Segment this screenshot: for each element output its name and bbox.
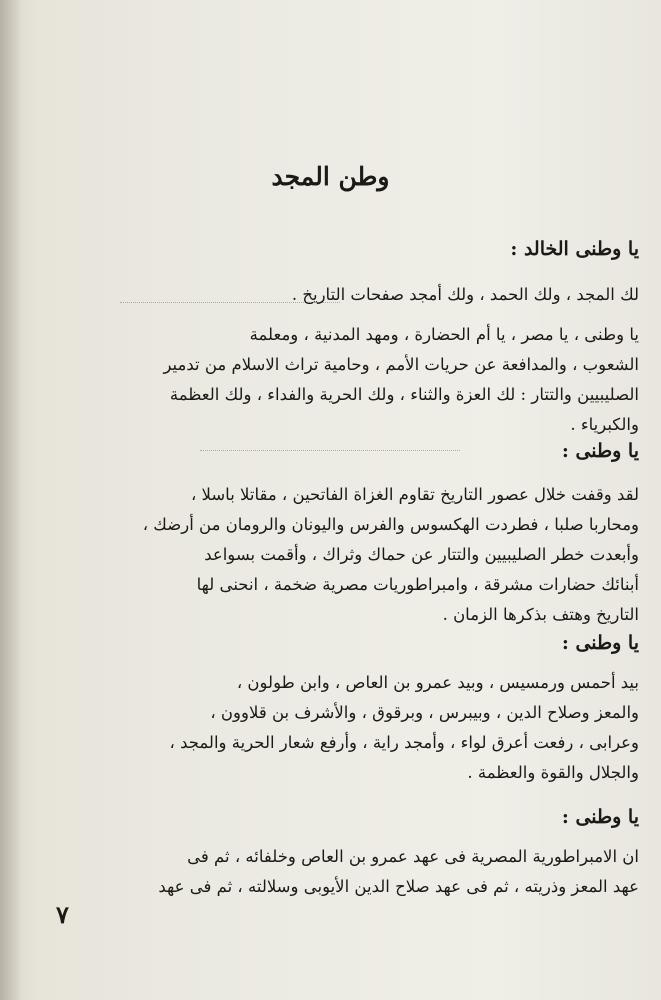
text-line: عهد المعز وذريته ، ثم فى عهد صلاح الدين الأيوبى وسلالته ، ثم فى عهد [158, 877, 639, 896]
text-line: أبنائك حضارات مشرقة ، وامبراطوريات مصرية ضخمة ، انحنى لها [196, 575, 639, 594]
text-line: التاريخ وهتف بذكرها الزمان . [442, 605, 639, 624]
section-heading-2: يا وطنى : [561, 440, 639, 462]
text-line: بيد أحمس ورمسيس ، وبيد عمرو بن العاص ، وابن طولون ، [236, 673, 639, 692]
page-title: وطن المجد [271, 162, 390, 191]
section-heading-1: يا وطنى الخالد : [510, 238, 639, 260]
text-line: وأبعدت خطر الصليبيين والتتار عن حماك وثراك ، وأقمت بسواعد [204, 545, 639, 564]
page-number: ٧ [56, 900, 69, 929]
paragraph-5 [48, 842, 639, 902]
text-line: والكبرياء . [570, 415, 639, 434]
print-speckles [120, 302, 340, 305]
paragraph-1 [175, 280, 639, 310]
section-heading-3: يا وطنى : [561, 632, 639, 654]
text-line: لك المجد ، ولك الحمد ، ولك أمجد صفحات التاريخ . [291, 285, 639, 304]
paragraph-3 [48, 480, 639, 630]
text-line: وعرابى ، رفعت أعرق لواء ، وأمجد راية ، وأرفع شعار الحرية والمجد ، [169, 733, 639, 752]
page-gutter-shadow [0, 0, 22, 1000]
text-line: لقد وقفت خلال عصور التاريخ تقاوم الغزاة الفاتحين ، مقاتلا باسلا ، [190, 485, 639, 504]
section-heading-4: يا وطنى : [561, 806, 639, 828]
text-line: يا وطنى ، يا مصر ، يا أم الحضارة ، ومهد المدنية ، ومعلمة [249, 325, 639, 344]
text-line: ومحاربا صلبا ، فطردت الهكسوس والفرس واليونان والرومان من أرضك ، [142, 515, 639, 534]
text-line: والجلال والقوة والعظمة . [467, 763, 639, 782]
text-line: ان الامبراطورية المصرية فى عهد عمرو بن العاص وخلفائه ، ثم فى [187, 847, 639, 866]
print-speckles [200, 450, 460, 453]
text-line: الشعوب ، والمدافعة عن حريات الأمم ، وحامية تراث الاسلام من تدمير [163, 355, 639, 374]
text-line: والمعز وصلاح الدين ، وبيبرس ، وبرقوق ، والأشرف بن قلاوون ، [210, 703, 639, 722]
paragraph-2 [48, 320, 639, 440]
text-line: الصليبيين والتتار : لك العزة والثناء ، ولك الحرية والفداء ، ولك العظمة [169, 385, 639, 404]
paragraph-4 [48, 668, 639, 788]
